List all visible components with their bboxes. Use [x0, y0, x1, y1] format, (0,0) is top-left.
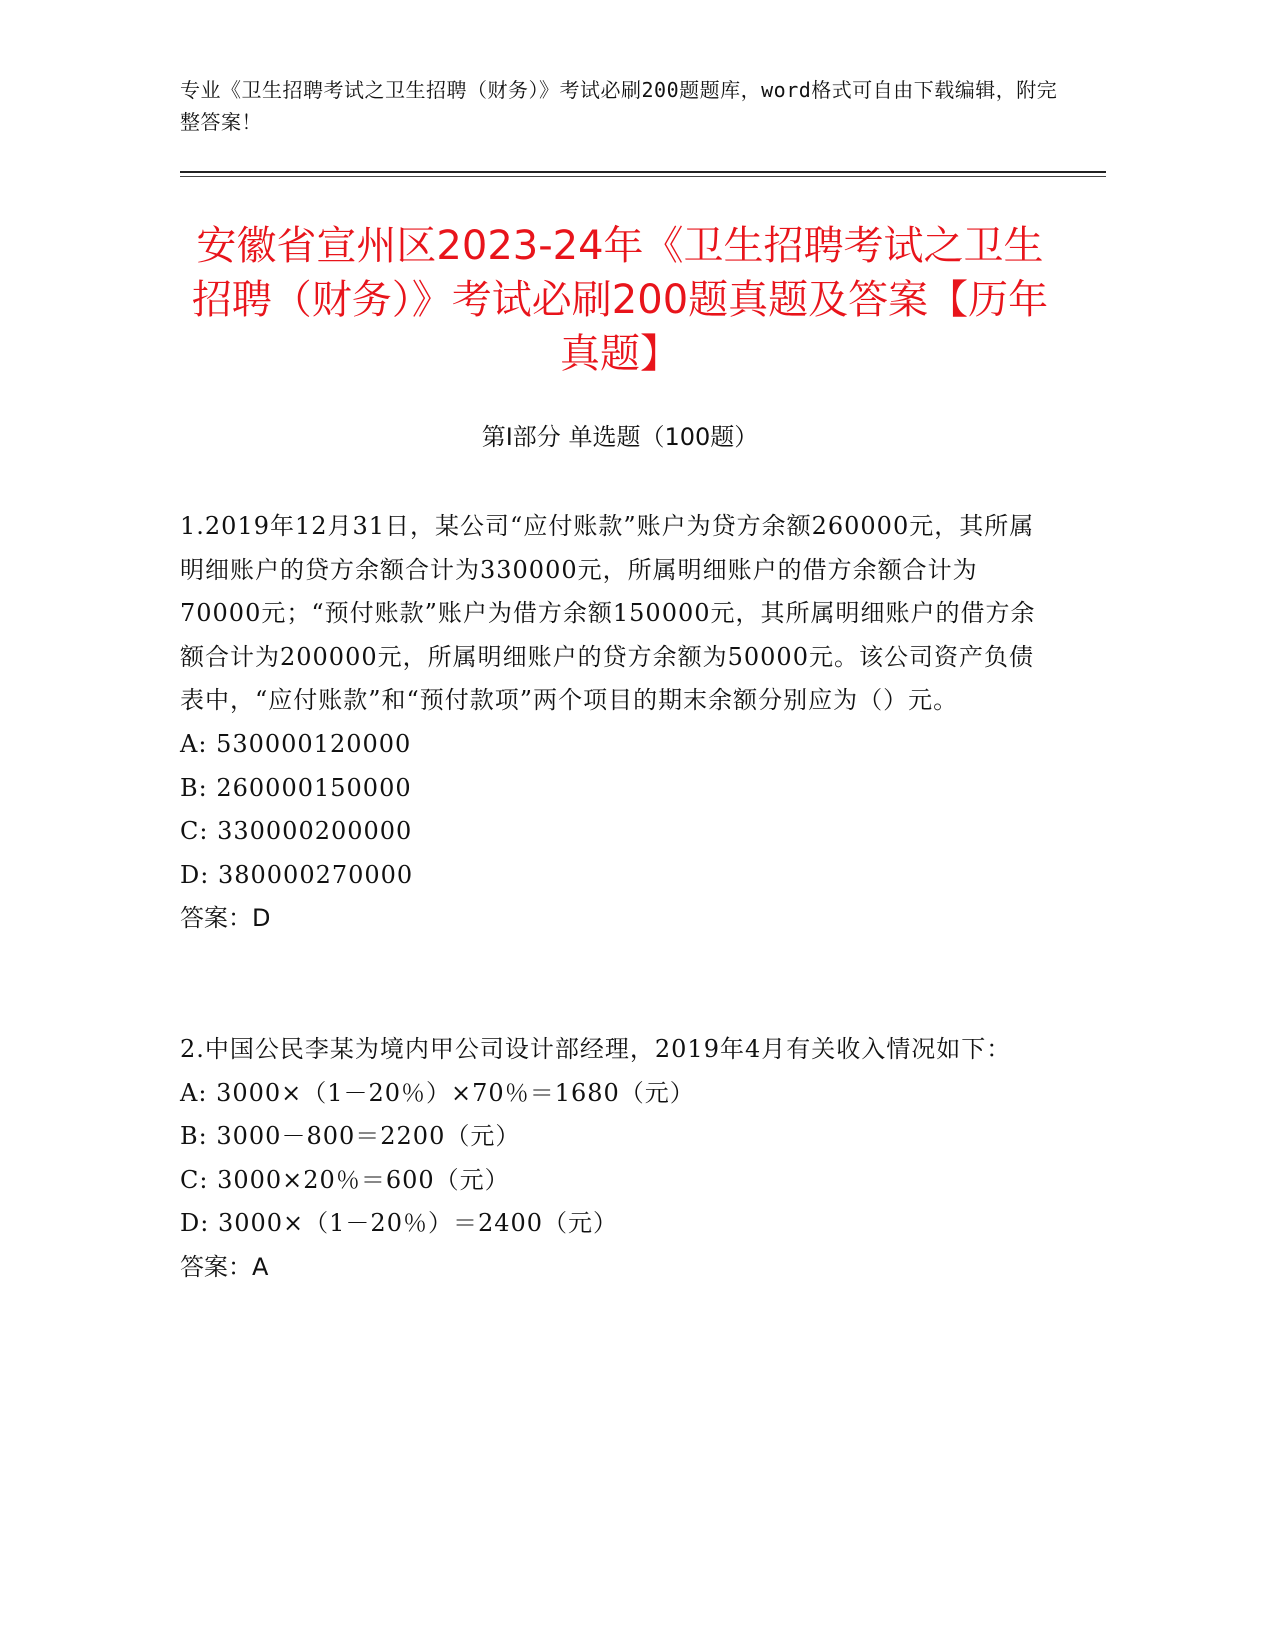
- option-text: 530000120000: [216, 729, 412, 758]
- option-c: [180, 1159, 1040, 1203]
- option-label: C:: [180, 817, 209, 846]
- option-d: [180, 854, 1040, 898]
- question-1: [180, 505, 1040, 941]
- option-text: 3000×（1－20％）×70％＝1680（元）: [216, 1078, 695, 1107]
- option-label: C:: [180, 1165, 209, 1194]
- option-label: B:: [180, 773, 208, 802]
- section-heading: 第Ⅰ部分 单选题（100题）: [481, 423, 759, 451]
- answer-line: 答案：A: [180, 1252, 269, 1281]
- document-title: 安徽省宣州区2023-24年《卫生招聘考试之卫生招聘（财务）》考试必刷200题真题及答案【历年真题】: [191, 223, 1049, 377]
- option-b: [180, 767, 1040, 811]
- question-2: [180, 1028, 1040, 1290]
- option-text: 260000150000: [216, 773, 412, 802]
- option-text: 3000×20％＝600（元）: [217, 1165, 510, 1194]
- option-a: [180, 723, 1040, 767]
- option-text: 330000200000: [217, 817, 413, 846]
- option-label: A:: [180, 1078, 208, 1107]
- header-note: 专业《卫生招聘考试之卫生招聘（财务）》考试必刷200题题库，word格式可自由下载编辑，附完整答案！: [180, 78, 1058, 134]
- option-label: D:: [180, 860, 210, 889]
- option-text: 3000×（1－20％）＝2400（元）: [217, 1209, 619, 1238]
- header-divider-thick: [180, 171, 1106, 173]
- header-divider-thin: [180, 176, 1106, 177]
- option-d: [180, 1202, 1040, 1246]
- option-text: 3000－800＝2200（元）: [216, 1122, 521, 1151]
- option-a: [180, 1072, 1040, 1116]
- option-label: A:: [180, 729, 208, 758]
- option-b: [180, 1115, 1040, 1159]
- answer-line: 答案：D: [180, 904, 271, 933]
- option-label: B:: [180, 1122, 208, 1151]
- option-c: [180, 810, 1040, 854]
- question-stem: 2.中国公民李某为境内甲公司设计部经理，2019年4月有关收入情况如下：: [180, 1035, 1012, 1063]
- option-text: 380000270000: [217, 860, 414, 889]
- option-label: D:: [180, 1209, 210, 1238]
- question-stem: 1.2019年12月31日，某公司“应付账款”账户为贷方余额260000元，其所属明细账户的贷方余额合计为330000元，所属明细账户的借方余额合计为70000元；“预付账款”账户为借方余额150000元，其所属明细账户的借方余额合计为200000元，所属明细账户的贷方余额为50000元。该公司资产负债表中，“应付账款”和“预付款项”两个项目的期末余额分别应为（）元。: [180, 512, 1036, 715]
